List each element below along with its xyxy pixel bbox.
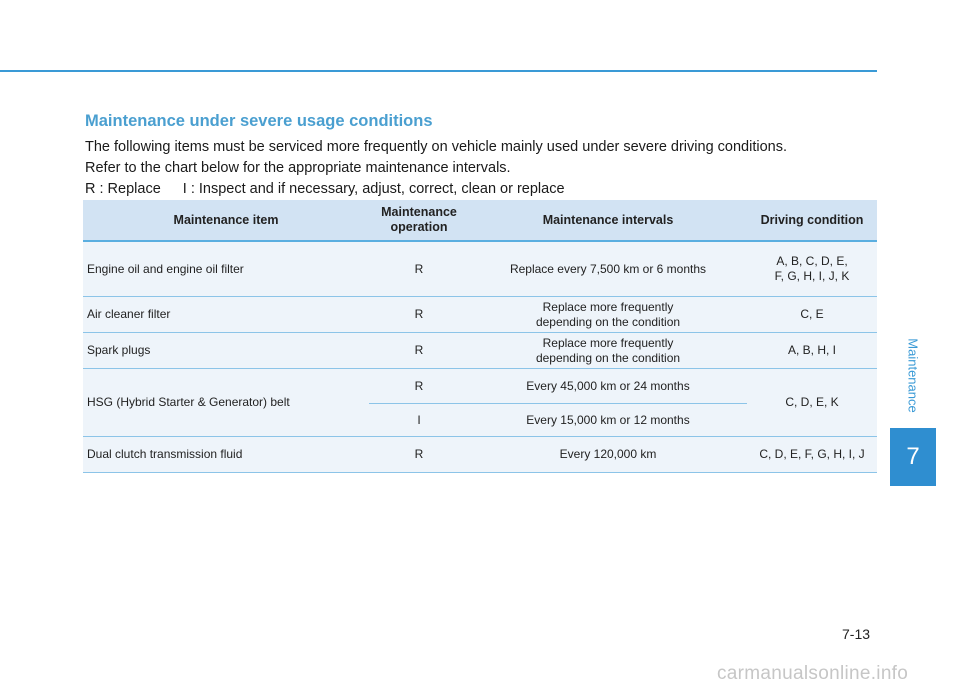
section-title: Maintenance under severe usage conditions [85,112,433,130]
cell-interval [469,297,747,333]
cell-line: Replace more frequently [542,299,674,314]
side-tab-text: Maintenance [905,337,921,413]
cell-line: Replace more frequently [542,335,674,350]
cell-item: Air cleaner filter [83,297,369,333]
header-maintenance-intervals: Maintenance intervals [469,200,747,241]
cell-condition: C, E [747,297,877,333]
cell-operation: R [369,369,469,404]
cell-operation: I [369,404,469,437]
watermark: carmanualsonline.info [717,663,909,684]
legend-replace: R : Replace [85,181,161,197]
cell-interval: Replace every 7,500 km or 6 months [469,241,747,297]
header-maintenance-operation [369,200,469,241]
table-row [83,297,877,333]
intro-text [85,137,787,200]
top-rule [0,70,877,72]
cell-condition [747,241,877,297]
header-line: Maintenance [381,205,457,219]
intro-line: The following items must be serviced more frequently on vehicle mainly used under severe driving conditions. [85,139,787,155]
table-header-row [83,200,877,241]
cell-condition: A, B, H, I [747,333,877,369]
cell-item: Spark plugs [83,333,369,369]
page-number: 7-13 [842,626,871,642]
cell-interval: Every 120,000 km [469,437,747,473]
header-maintenance-item: Maintenance item [83,200,369,241]
legend-line [85,179,787,200]
intro-line: Refer to the chart below for the appropriate maintenance intervals. [85,160,511,176]
header-line: operation [390,220,448,234]
cell-interval: Every 45,000 km or 24 months [469,369,747,404]
side-tab-label [898,330,928,420]
cell-condition: C, D, E, F, G, H, I, J [747,437,877,473]
legend-inspect: I : Inspect and if necessary, adjust, correct, clean or replace [182,181,565,197]
cell-operation: R [369,437,469,473]
cell-item: HSG (Hybrid Starter & Generator) belt [83,369,369,437]
cell-line: F, G, H, I, J, K [774,269,850,283]
cell-operation: R [369,241,469,297]
cell-operation: R [369,297,469,333]
table-row [83,437,877,473]
cell-interval: Every 15,000 km or 12 months [469,404,747,437]
chapter-tab: 7 [890,428,936,486]
cell-interval [469,333,747,369]
cell-condition: C, D, E, K [747,369,877,437]
table-row [83,369,877,404]
maintenance-table [83,200,877,473]
table-row [83,333,877,369]
table-row [83,241,877,297]
cell-line: depending on the condition [535,314,681,329]
cell-item: Engine oil and engine oil filter [83,241,369,297]
cell-line: depending on the condition [535,350,681,365]
cell-operation: R [369,333,469,369]
header-driving-condition: Driving condition [747,200,877,241]
cell-line: A, B, C, D, E, [776,254,848,268]
cell-item: Dual clutch transmission fluid [83,437,369,473]
